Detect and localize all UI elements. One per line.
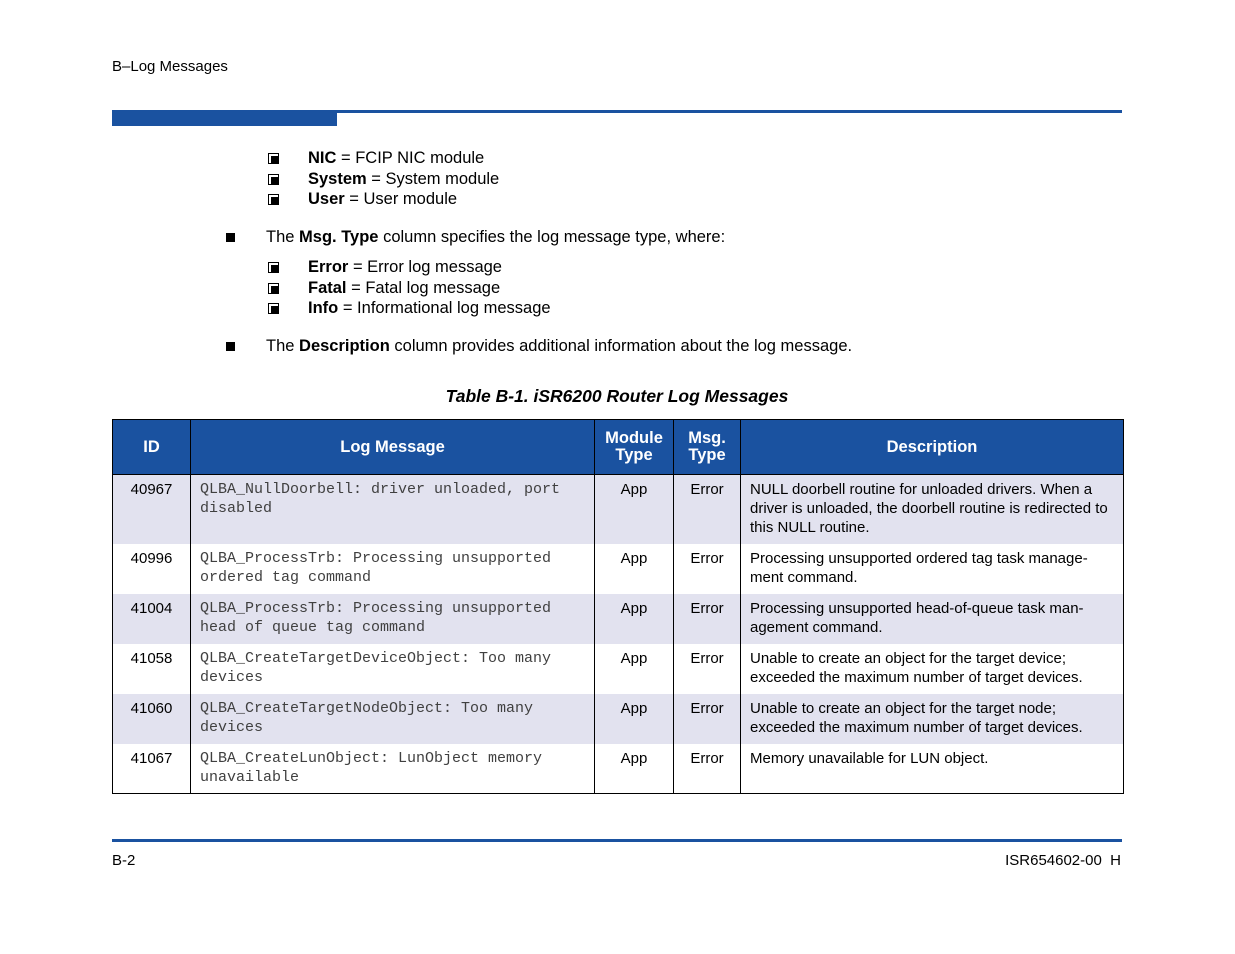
cell-log-message: QLBA_CreateTargetDeviceObject: Too many devices <box>191 644 595 694</box>
square-bullet-icon <box>226 342 235 351</box>
cell-description: Unable to create an object for the target device; exceeded the maximum number of target devices. <box>741 644 1124 694</box>
cell-log-message: QLBA_NullDoorbell: driver unloaded, port disabled <box>191 475 595 544</box>
header-module-type: Module Type <box>595 420 674 475</box>
module-type-list <box>266 148 499 210</box>
checkbox-bullet-icon <box>268 283 279 294</box>
page-number: B-2 <box>112 852 136 869</box>
cell-id: 41004 <box>113 594 191 644</box>
header-msg-type: Msg. Type <box>674 420 741 475</box>
log-messages-table <box>112 419 1124 794</box>
list-item: System = System module <box>266 169 499 190</box>
cell-id: 40967 <box>113 475 191 544</box>
cell-description: Memory unavailable for LUN object. <box>741 744 1124 794</box>
cell-msg-type: Error <box>674 594 741 644</box>
table-row <box>113 644 1124 694</box>
checkbox-bullet-icon <box>268 194 279 205</box>
square-bullet-icon <box>226 233 235 242</box>
cell-module-type: App <box>595 644 674 694</box>
cell-log-message: QLBA_ProcessTrb: Processing unsupported ordered tag command <box>191 544 595 594</box>
table-row <box>113 744 1124 794</box>
cell-module-type: App <box>595 544 674 594</box>
cell-module-type: App <box>595 694 674 744</box>
cell-id: 41058 <box>113 644 191 694</box>
cell-msg-type: Error <box>674 475 741 544</box>
header-rule-block <box>112 113 337 126</box>
list-item: Error = Error log message <box>266 257 551 278</box>
checkbox-bullet-icon <box>268 262 279 273</box>
cell-log-message: QLBA_CreateLunObject: LunObject memory unavailable <box>191 744 595 794</box>
cell-log-message: QLBA_ProcessTrb: Processing unsupported head of queue tag command <box>191 594 595 644</box>
cell-module-type: App <box>595 594 674 644</box>
cell-id: 40996 <box>113 544 191 594</box>
cell-description: Processing unsupported head-of-queue task man-agement command. <box>741 594 1124 644</box>
msg-type-list <box>266 257 551 319</box>
list-item: Info = Informational log message <box>266 298 551 319</box>
checkbox-bullet-icon <box>268 153 279 164</box>
cell-msg-type: Error <box>674 744 741 794</box>
cell-description: Processing unsupported ordered tag task manage-ment command. <box>741 544 1124 594</box>
cell-msg-type: Error <box>674 644 741 694</box>
cell-msg-type: Error <box>674 544 741 594</box>
table-row <box>113 694 1124 744</box>
header-log-message: Log Message <box>191 420 595 475</box>
document-id: ISR654602-00 H <box>1005 852 1121 869</box>
table-caption: Table B-1. iSR6200 Router Log Messages <box>445 386 789 406</box>
footer-rule <box>112 839 1122 842</box>
list-item: NIC = FCIP NIC module <box>266 148 499 169</box>
cell-id: 41067 <box>113 744 191 794</box>
cell-description: NULL doorbell routine for unloaded drivers. When a driver is unloaded, the doorbell routine is redirected to this NULL routine. <box>741 475 1124 544</box>
cell-module-type: App <box>595 744 674 794</box>
cell-msg-type: Error <box>674 694 741 744</box>
table-header-row <box>113 420 1124 475</box>
header-description: Description <box>741 420 1124 475</box>
header-id: ID <box>113 420 191 475</box>
cell-description: Unable to create an object for the target node; exceeded the maximum number of target devices. <box>741 694 1124 744</box>
checkbox-bullet-icon <box>268 303 279 314</box>
cell-log-message: QLBA_CreateTargetNodeObject: Too many devices <box>191 694 595 744</box>
list-item: User = User module <box>266 189 499 210</box>
table-row <box>113 594 1124 644</box>
table-row <box>113 475 1124 544</box>
checkbox-bullet-icon <box>268 174 279 185</box>
list-item: Fatal = Fatal log message <box>266 278 551 299</box>
cell-id: 41060 <box>113 694 191 744</box>
table-row <box>113 544 1124 594</box>
running-header: B–Log Messages <box>112 58 228 75</box>
cell-module-type: App <box>595 475 674 544</box>
